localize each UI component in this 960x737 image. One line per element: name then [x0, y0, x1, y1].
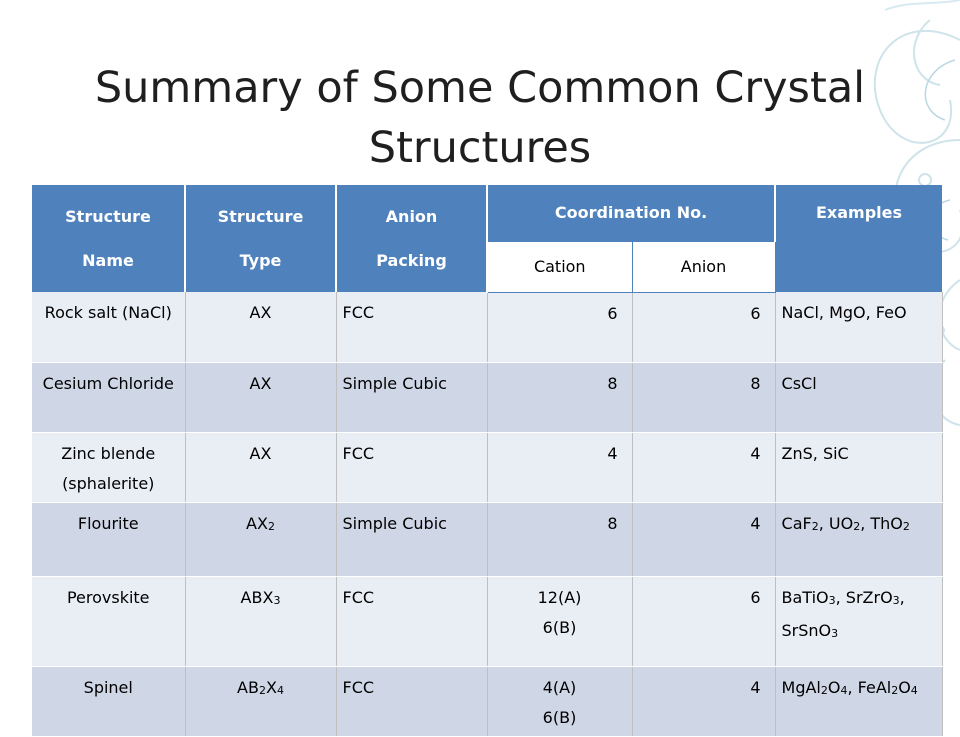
cell-cation-coordination: 8 [487, 502, 632, 576]
header-structure-type-line2: Type [239, 250, 282, 270]
cell-examples: ZnS, SiC [775, 432, 942, 502]
cell-structure-name: Rock salt (NaCl) [32, 292, 185, 362]
header-anion-packing [336, 185, 487, 292]
table-row [32, 576, 942, 666]
cell-anion-packing: FCC [336, 432, 487, 502]
cell-anion-packing: FCC [336, 292, 487, 362]
header-anion-packing-line1: Anion [385, 206, 438, 226]
cell-cation-coordination: 4(A) 6(B) [487, 666, 632, 736]
header-anion-packing-line2: Packing [376, 250, 447, 270]
cell-structure-type: AX [185, 292, 336, 362]
cell-cation-coordination: 12(A) 6(B) [487, 576, 632, 666]
cell-anion-packing: FCC [336, 576, 487, 666]
cell-examples: CsCl [775, 362, 942, 432]
header-structure-type [185, 185, 336, 292]
table-row [32, 666, 942, 736]
title-line-1: Summary of Some Common Crystal [94, 63, 866, 113]
header-structure-name-line1: Structure [65, 206, 151, 226]
cell-structure-type: AX [185, 432, 336, 502]
title-line-2: Structures [368, 123, 592, 173]
cell-cation-coordination: 4 [487, 432, 632, 502]
table-row [32, 292, 942, 362]
table-row [32, 362, 942, 432]
cell-cation-coordination: 6 [487, 292, 632, 362]
cell-structure-name: Zinc blende (sphalerite) [32, 432, 185, 502]
header-cation: Cation [487, 241, 632, 292]
table-row [32, 502, 942, 576]
cell-anion-coordination: 4 [632, 432, 775, 502]
cell-structure-type: AX [185, 362, 336, 432]
header-structure-name-line2: Name [82, 250, 134, 270]
cell-anion-packing: Simple Cubic [336, 502, 487, 576]
cell-structure-name: Spinel [32, 666, 185, 736]
cell-structure-type: $AX_2$ [185, 502, 336, 576]
crystal-structures-table [32, 185, 943, 737]
cell-anion-packing: FCC [336, 666, 487, 736]
cell-examples: BaTiO$_3$, SrZrO$_3$, SrSnO$_3$ [775, 576, 942, 666]
header-examples: Examples [775, 185, 942, 292]
header-structure-name [32, 185, 185, 292]
header-coordination-number: Coordination No. [487, 185, 775, 241]
header-structure-type-line1: Structure [217, 206, 304, 226]
cell-structure-type: $AB_2X_4$ [185, 666, 336, 736]
cell-structure-type: $ABX_3$ [185, 576, 336, 666]
cell-anion-coordination: 4 [632, 666, 775, 736]
cell-examples: NaCl, MgO, FeO [775, 292, 942, 362]
cell-cation-coordination: 8 [487, 362, 632, 432]
cell-anion-coordination: 6 [632, 576, 775, 666]
cell-examples: CaF$_2$, $UO_2$, ThO$_2$ [775, 502, 942, 576]
cell-anion-coordination: 8 [632, 362, 775, 432]
table-row [32, 432, 942, 502]
cell-anion-coordination: 4 [632, 502, 775, 576]
cell-structure-name: Cesium Chloride [32, 362, 185, 432]
cell-structure-name: Perovskite [32, 576, 185, 666]
page-title [60, 58, 900, 178]
cell-anion-packing: Simple Cubic [336, 362, 487, 432]
cell-examples: $MgAl_2O_4$, $FeAl_2O_4$ [775, 666, 942, 736]
header-anion: Anion [632, 241, 775, 292]
cell-structure-name: Flourite [32, 502, 185, 576]
cell-anion-coordination: 6 [632, 292, 775, 362]
